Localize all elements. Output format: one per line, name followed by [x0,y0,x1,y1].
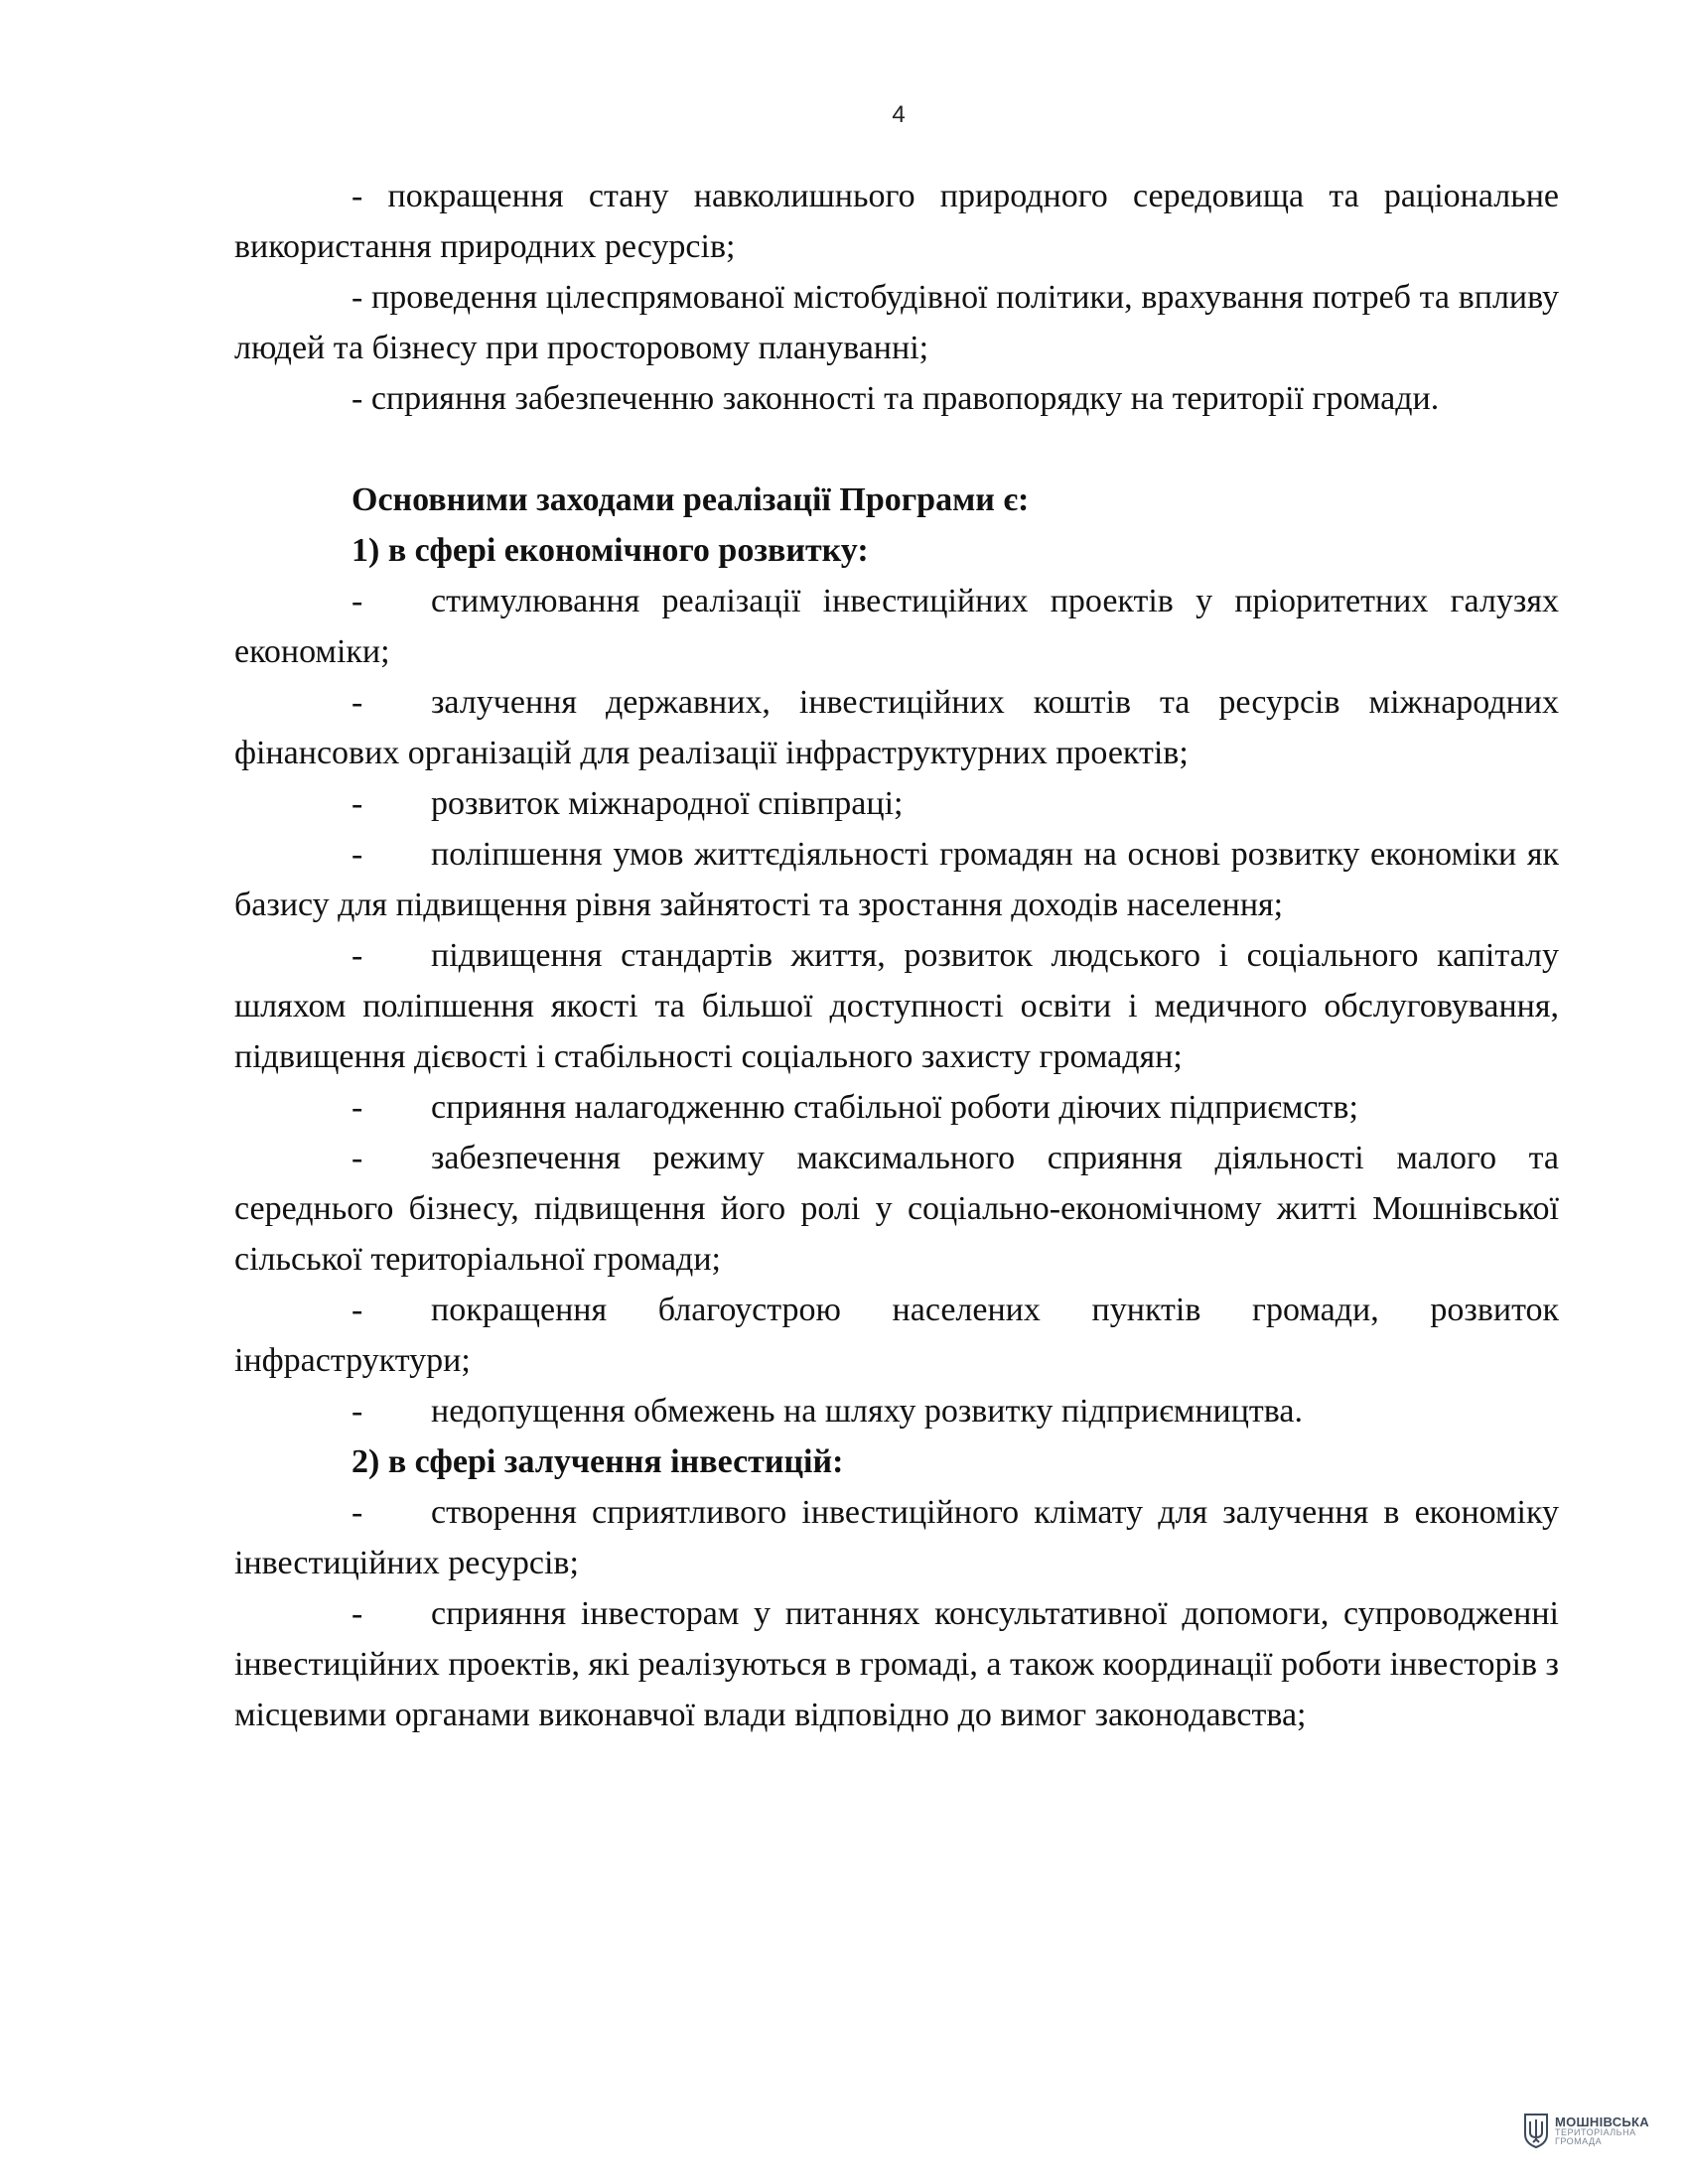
dash: - [352,785,363,822]
dash: - [352,1595,363,1632]
dash: - [352,1089,363,1126]
section1-item: - стимулювання реалізації інвестиційних проектів у пріоритетних галузях економіки; [234,576,1559,677]
logo-line-1: МОШНІВСЬКА [1555,2114,1649,2129]
spacer [234,424,1559,475]
dash: - [352,583,363,619]
community-logo [1522,2113,1649,2148]
trident-emblem-icon [1522,2113,1550,2148]
section1-item: - підвищення стандартів життя, розвиток людського і соціального капіталу шляхом поліпшення якості та більшої доступності освіти і медичного обслуговування, підвищення дієвості і стабільності соціального захисту громадян; [234,930,1559,1082]
section1-item: - сприяння налагодженню стабільної роботи діючих підприємств; [234,1082,1559,1133]
dash: - [352,1393,363,1430]
dash: - [352,1494,363,1531]
dash: - [352,684,363,721]
section2-item: - сприяння інвесторам у питаннях консультативної допомоги, супроводженні інвестиційних проектів, які реалізуються в громаді, а також координації роботи інвесторів з місцевими органами виконавчої влади відповідно до вимог законодавства; [234,1588,1559,1740]
section1-item: - розвиток міжнародної співпраці; [234,778,1559,829]
dash: - [352,1140,363,1176]
section1-item: - покращення благоустрою населених пунктів громади, розвиток інфраструктури; [234,1285,1559,1386]
main-heading: Основними заходами реалізації Програми є: [352,481,1030,518]
intro-item-1: - покращення стану навколишнього природного середовища та раціональне використання природних ресурсів; [234,178,1559,265]
logo-line-2: ТЕРИТОРІАЛЬНА [1555,2126,1636,2137]
dash: - [352,1292,363,1328]
section2-heading: 2) в сфері залучення інвестицій: [352,1443,844,1480]
section2-item: - створення сприятливого інвестиційного клімату для залучення в економіку інвестиційних ресурсів; [234,1487,1559,1588]
dash: - [352,836,363,873]
section1-item: - залучення державних, інвестиційних коштів та ресурсів міжнародних фінансових організацій для реалізації інфраструктурних проектів; [234,677,1559,778]
intro-item-2: - проведення цілеспрямованої містобудівної політики, врахування потреб та впливу людей та бізнесу при просторовому плануванні; [234,279,1559,366]
section1-item: - поліпшення умов життєдіяльності громадян на основі розвитку економіки як базису для підвищення рівня зайнятості та зростання доходів населення; [234,829,1559,930]
intro-item-3: - сприяння забезпеченню законності та правопорядку на території громади. [352,380,1440,417]
document-body [234,171,1559,1740]
section1-item: - недопущення обмежень на шляху розвитку підприємництва. [234,1386,1559,1436]
page-number: 4 [892,101,906,128]
section1-heading: 1) в сфері економічного розвитку: [352,532,869,569]
section1-item: - забезпечення режиму максимального сприяння діяльності малого та середнього бізнесу, підвищення його ролі у соціально-економічному житті Мошнівської сільської територіальної громади; [234,1133,1559,1285]
logo-line-3: ГРОМАДА [1555,2135,1603,2146]
logo-text [1555,2116,1649,2146]
dash: - [352,937,363,974]
